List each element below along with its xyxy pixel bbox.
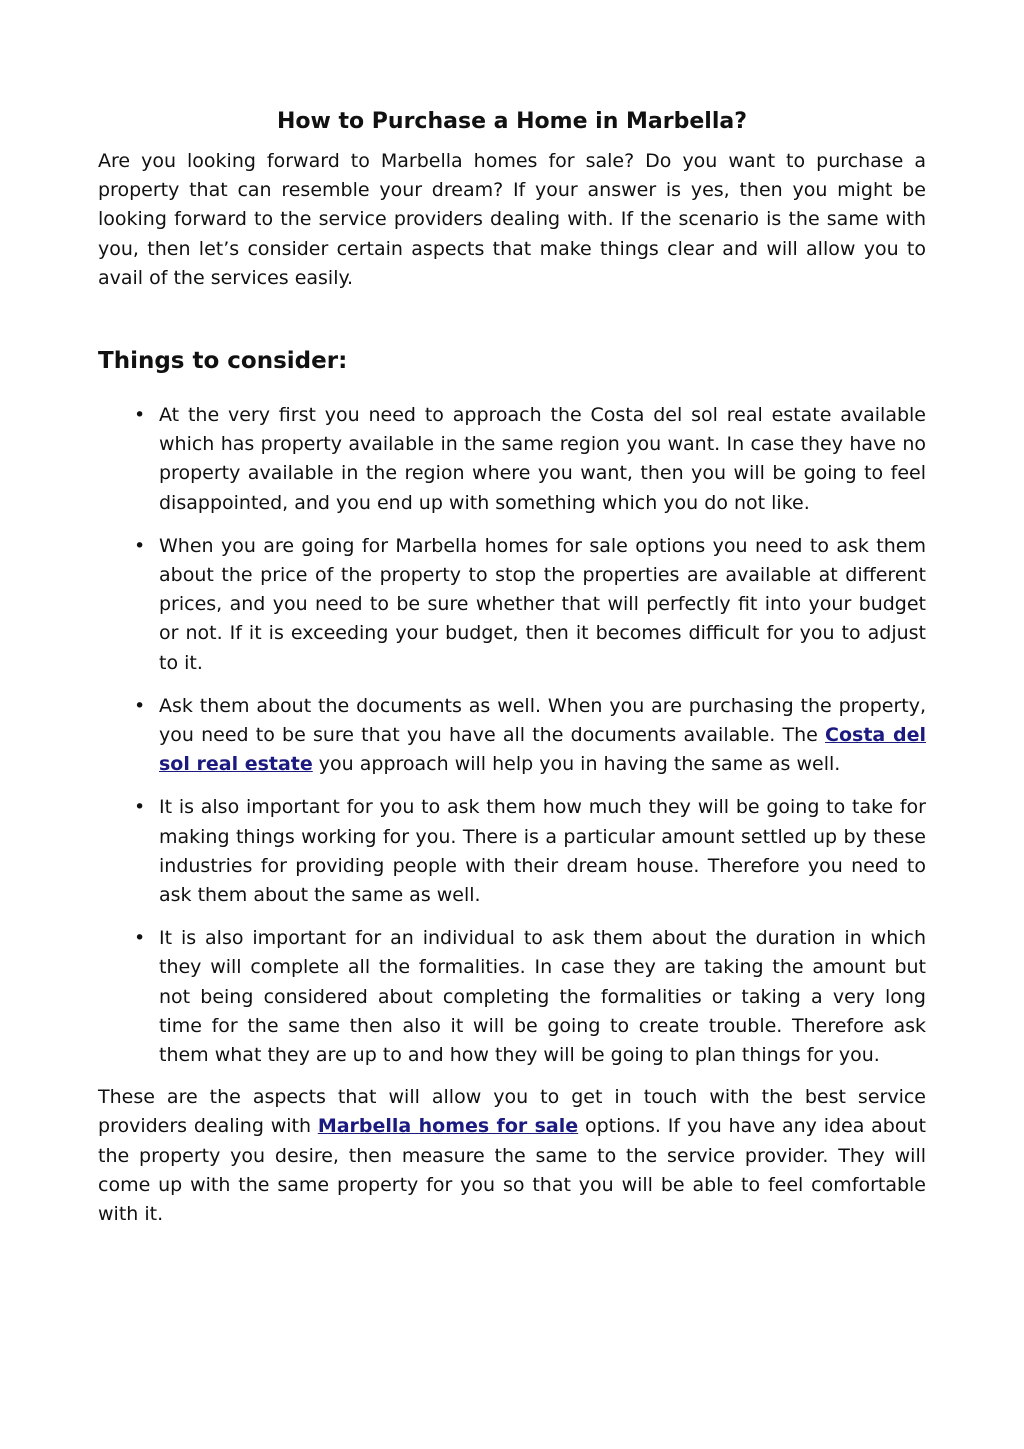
list-item-text: It is also important for you to ask them how much they will be going to take for making things working for you. There is a particular amount settled up by these industries for providing people with their dream house. Therefore you need to ask them about the same as well. <box>159 796 926 907</box>
bullet-icon: • <box>134 796 146 819</box>
closing-paragraph <box>98 1083 926 1229</box>
intro-paragraph: Are you looking forward to Marbella homes for sale? Do you want to purchase a property that can resemble your dream? If your answer is yes, then you might be looking forward to the service providers dealing with. If the scenario is the same with you, then let’s consider certain aspects that make things clear and will allow you to avail of the services easily. <box>98 150 926 289</box>
closing-text-before-link: These are the aspects that will allow you to get in touch with the best service providers dealing with <box>98 1086 926 1138</box>
marbella-homes-link[interactable]: Marbella homes for sale <box>317 1115 579 1138</box>
section-heading: Things to consider: <box>98 348 348 375</box>
list-item-text: It is also important for an individual to ask them about the duration in which they will complete all the formalities. In case they are taking the amount but not being considered about completing the formalities or taking a very long time for the same then also it will be going to create trouble. Therefore ask them what they are up to and how they will be going to plan things for you. <box>159 927 926 1067</box>
list-item <box>134 924 926 1070</box>
list-item <box>134 401 926 518</box>
list-item-text-after-link: you approach will help you in having the same as well. <box>312 753 841 776</box>
costa-del-sol-link[interactable]: Costa del sol real estate <box>159 724 926 776</box>
considerations-list <box>98 401 926 1070</box>
bullet-icon: • <box>134 404 146 427</box>
bullet-icon: • <box>134 694 146 717</box>
list-item-text: At the very first you need to approach the Costa del sol real estate available which has property available in the same region you want. In case they have no property available in the region where you want, then you will be going to feel disappointed, and you end up with something which you do not like. <box>159 404 926 514</box>
document-page <box>98 106 926 1229</box>
list-item-text-before-link: Ask them about the documents as well. When you are purchasing the property, you need to be sure that you have all the documents available. The <box>159 694 926 747</box>
list-item-text: When you are going for Marbella homes for sale options you need to ask them about the price of the property to stop the properties are available at different prices, and you need to be sure whether that will perfectly fit into your budget or not. If it is exceeding your budget, then it becomes difficult for you to adjust to it. <box>159 534 926 674</box>
closing-text-after-link: options. If you have any idea about the property you desire, then measure the same to the service provider. They will come up with the same property for you so that you will be able to feel comfortable with it. <box>98 1115 926 1226</box>
list-item <box>134 692 926 780</box>
bullet-icon: • <box>134 927 146 950</box>
list-item <box>134 793 926 910</box>
page-title: How to Purchase a Home in Marbella? <box>276 109 747 134</box>
list-item <box>134 532 926 678</box>
bullet-icon: • <box>134 534 146 557</box>
